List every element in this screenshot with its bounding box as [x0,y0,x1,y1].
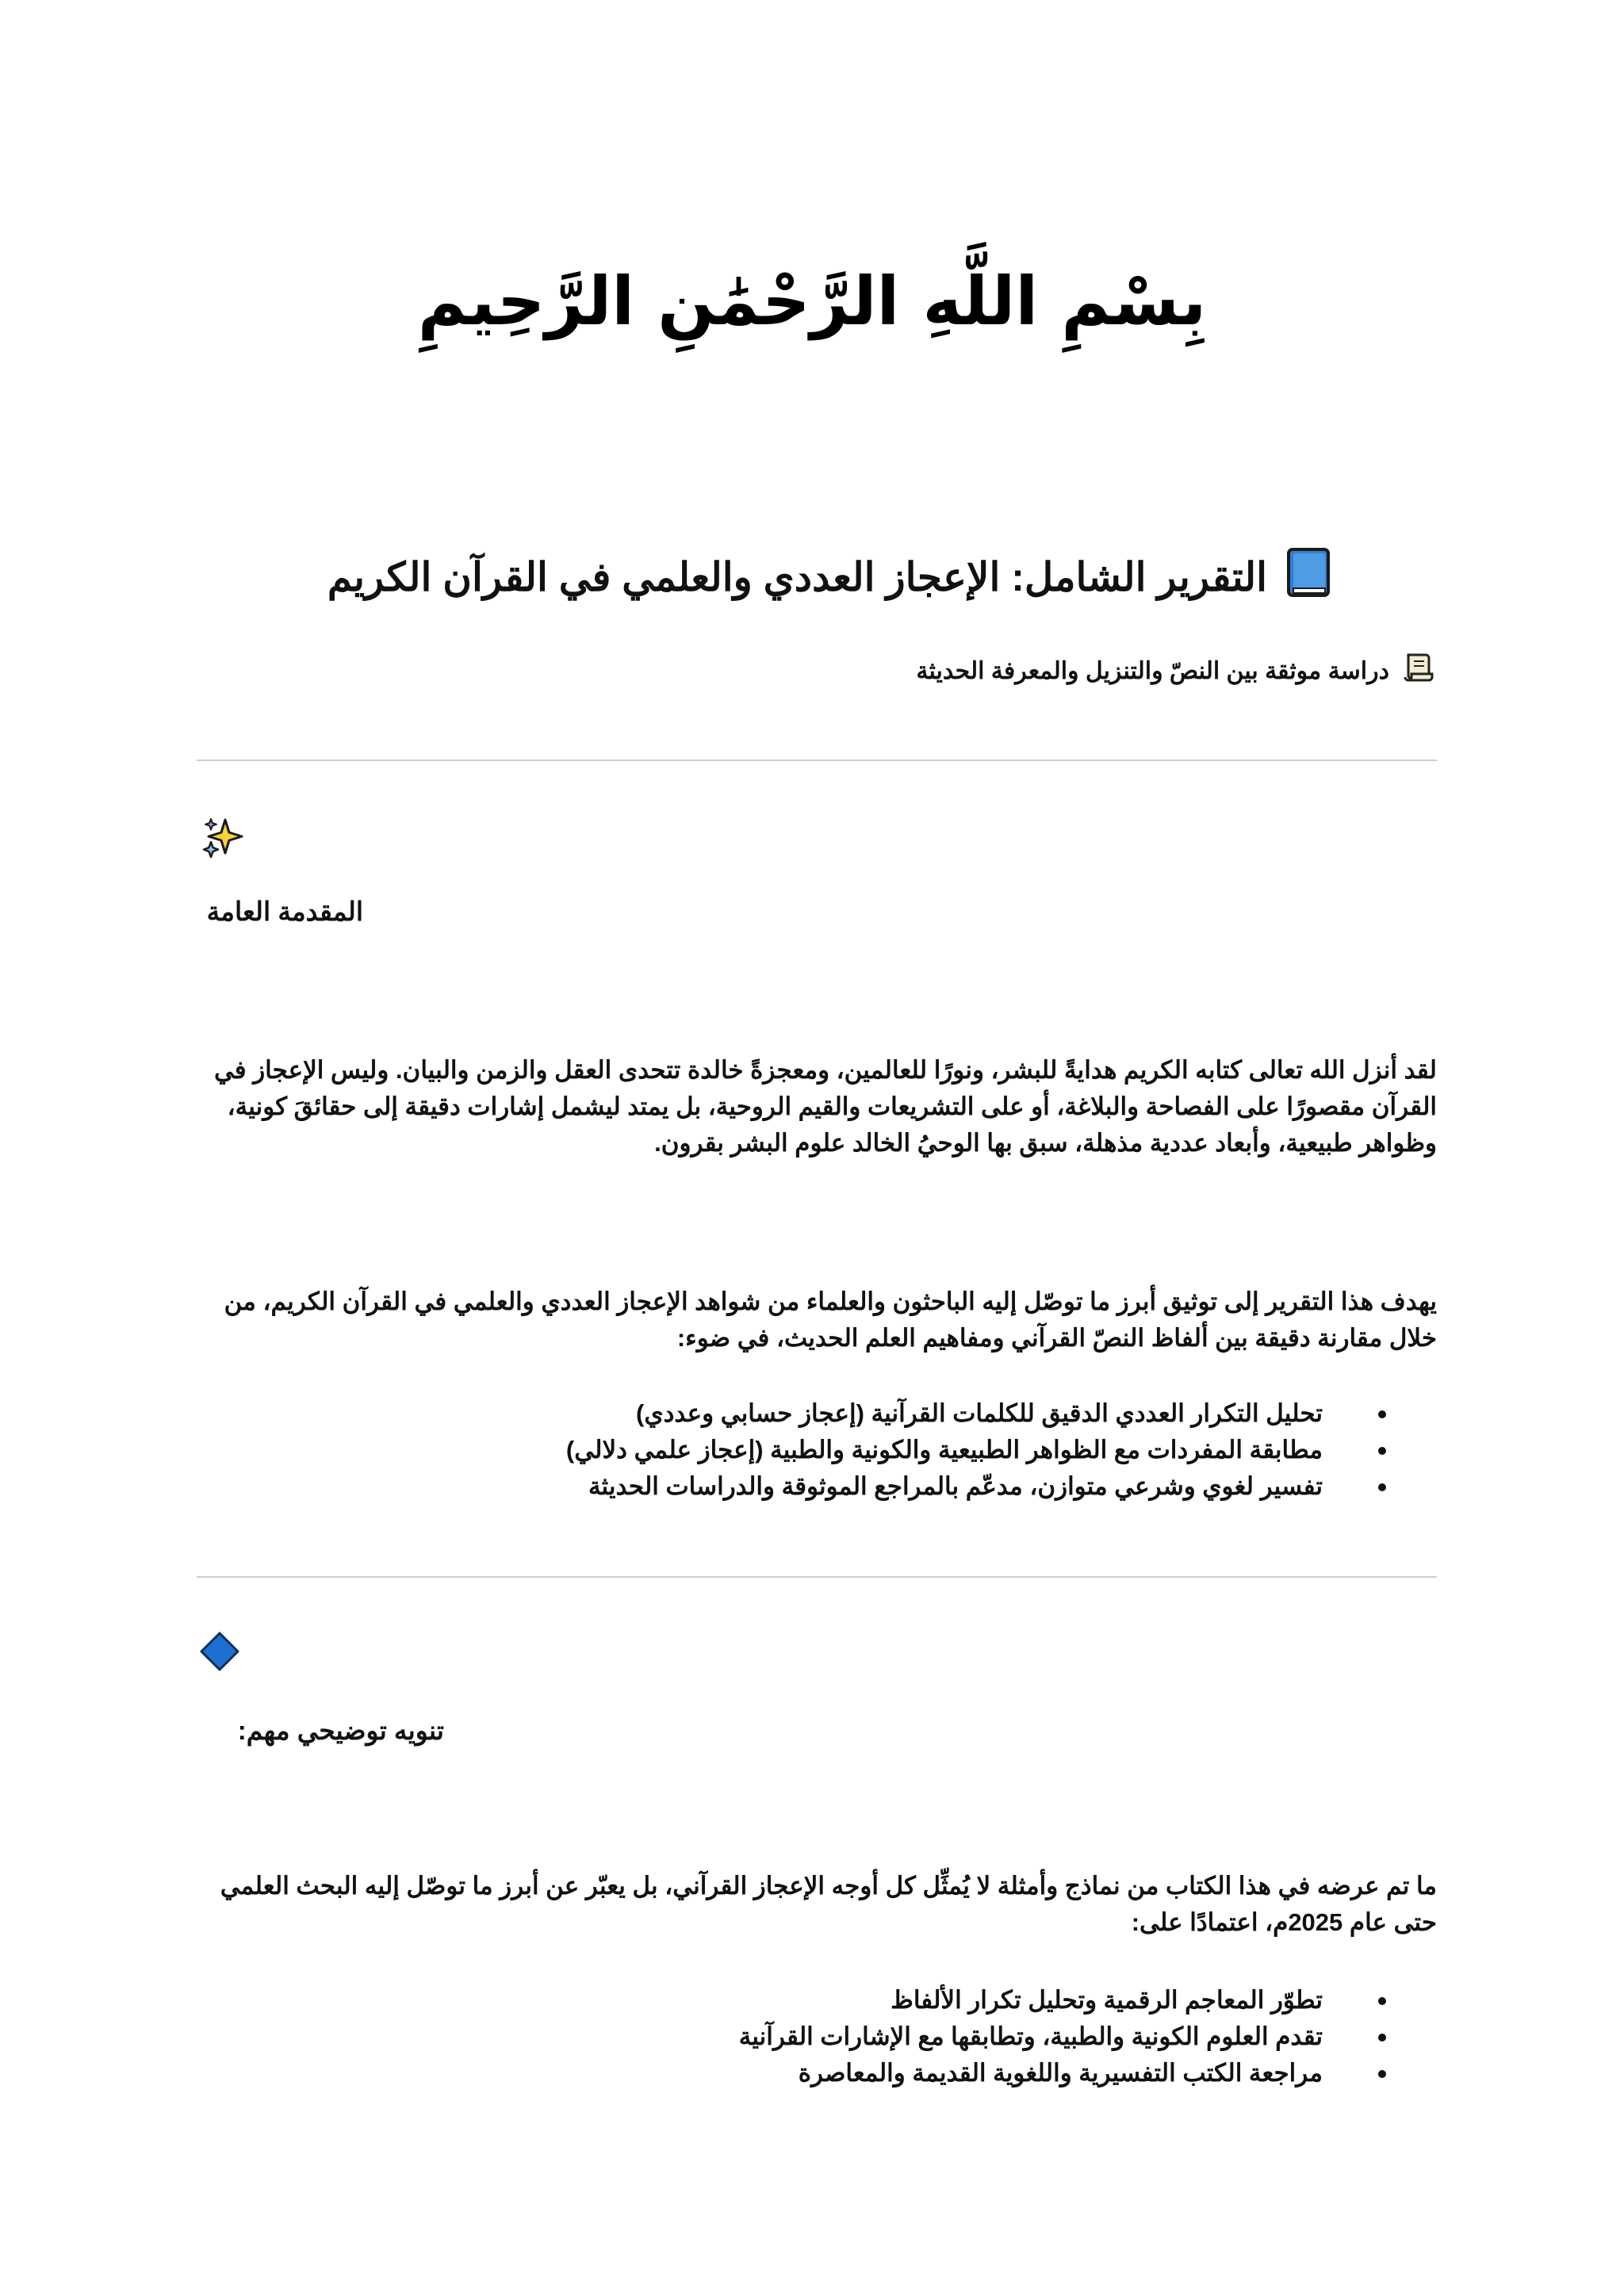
page-title-text: التقرير الشامل: الإعجاز العددي والعلمي في القرآن الكريم [327,555,1267,599]
blue-diamond-icon [200,1632,239,1674]
sparkles-icon [201,817,244,863]
note-paragraph: ما تم عرضه في هذا الكتاب من نماذج وأمثلة لا يُمثِّل كل أوجه الإعجاز القرآني، بل يعبّر عن أبرز ما توصّل إليه البحث العلمي حتى عام 2025م، اعتمادًا على: [220,1872,1437,1936]
list-item: تفسير لغوي وشرعي متوازن، مدعّم بالمراجع الموثوقة والدراسات الحديثة [566,1468,1386,1505]
page-title [327,547,1331,607]
list-item: مراجعة الكتب التفسيرية واللغوية القديمة والمعاصرة [739,2055,1386,2091]
list-item: تطوّر المعاجم الرقمية وتحليل تكرار الألفاظ [739,1982,1386,2019]
intro-paragraph-1: لقد أنزل الله تعالى كتابه الكريم هدايةً للبشر، ونورًا للعالمين، ومعجزةً خالدة تتحدى العقل والزمن والبيان. وليس الإعجاز في القرآن مقصورًا على الفصاحة والبلاغة، أو على التشريعات والقيم الروحية، بل يمتد ليشمل إشارات دقيقة إلى حقائقَ كونية، وظواهر طبيعية، وأبعاد عددية مذهلة، سبق بها الوحيُ الخالد علوم البشر بقرون. [213,1056,1437,1157]
intro-bullet-list [566,1395,1386,1505]
list-item: مطابقة المفردات مع الظواهر الطبيعية والكونية والطبية (إعجاز علمي دلالي) [566,1432,1386,1468]
intro-paragraph-2: يهدف هذا التقرير إلى توثيق أبرز ما توصّل إليه الباحثون والعلماء من شواهد الإعجاز العددي والعلمي في القرآن الكريم، من خلال مقارنة دقيقة بين ألفاظ النصّ القرآني ومفاهيم العلم الحديث، في ضوء: [224,1288,1437,1352]
divider [197,1576,1437,1578]
blue-book-icon [1286,547,1331,607]
scroll-icon [1402,650,1434,691]
section-heading-note: تنويه توضيحي مهم: [237,1716,444,1745]
page-subtitle [916,650,1434,691]
list-item: تقدم العلوم الكونية والطبية، وتطابقها مع الإشارات القرآنية [739,2019,1386,2055]
list-item: تحليل التكرار العددي الدقيق للكلمات القرآنية (إعجاز حسابي وعددي) [566,1395,1386,1432]
basmala: بِسْمِ اللَّهِ الرَّحْمَٰنِ الرَّحِيمِ [417,262,1207,340]
page-subtitle-text: دراسة موثقة بين النصّ والتنزيل والمعرفة الحديثة [916,657,1389,684]
divider [197,760,1437,761]
section-heading-intro: المقدمة العامة [206,897,363,926]
note-bullet-list [739,1982,1386,2091]
